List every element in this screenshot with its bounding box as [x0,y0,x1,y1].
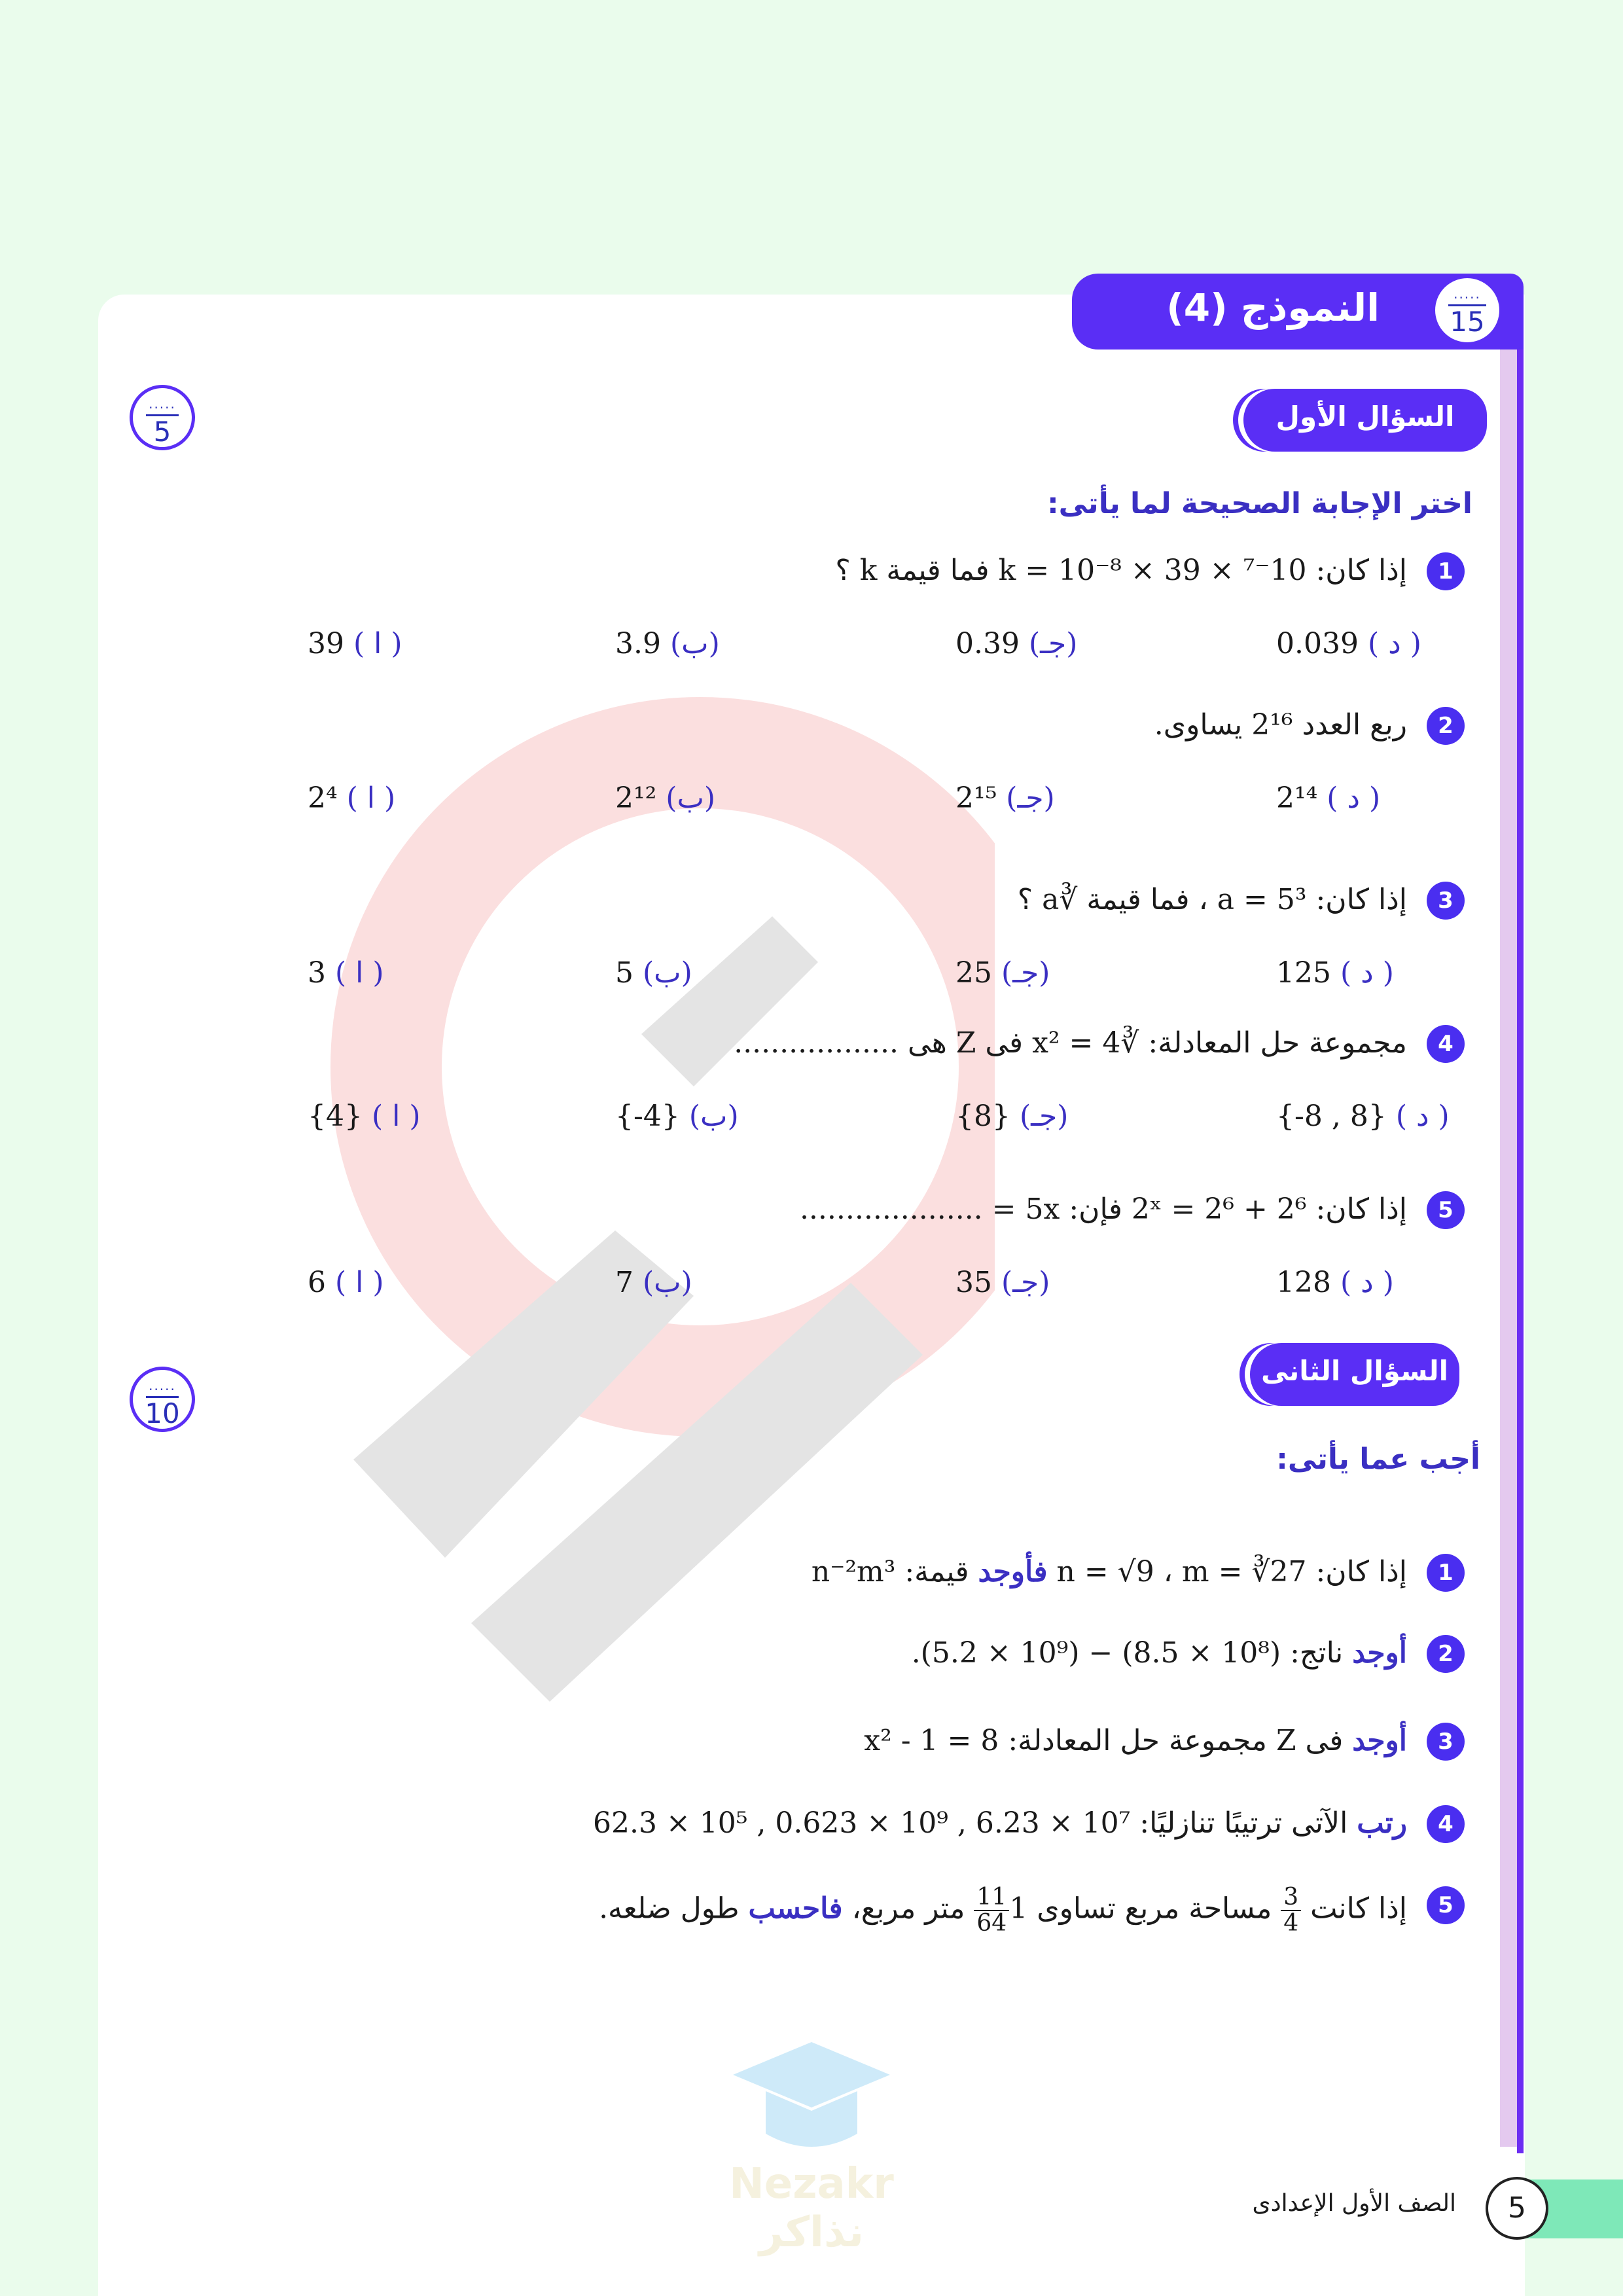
option-value: {8} [955,1100,1010,1133]
answer-option[interactable] [615,954,692,993]
option-letter: (جـ) [1006,781,1055,815]
option-letter: (ب) [643,956,692,990]
option-letter: ( د ) [1340,1266,1394,1299]
answer-option[interactable] [1276,624,1421,664]
text-part: ناتج: (10⁸ × 8.5) − (10⁹ × 5.2). [911,1636,1353,1670]
question-text [864,1721,1407,1761]
score-dots: ..... [1454,286,1481,302]
denominator: 64 [976,1910,1007,1937]
question-text: إذا كان: 10⁻⁷ × k = 10⁻⁸ × 39 فما قيمة k ؟ [835,554,1407,587]
nezakr-logo [674,2029,949,2257]
section2-score: 10 [145,1397,180,1429]
answer-option[interactable] [308,1263,384,1302]
option-letter: (ب) [643,1266,692,1299]
keyword: فاحسب [748,1892,843,1926]
answer-option[interactable] [955,1097,1068,1136]
option-letter: (ب) [669,627,720,660]
score-dots: ..... [149,1378,176,1393]
answer-option[interactable] [308,1097,421,1136]
answer-option[interactable] [955,954,1050,993]
page-number-badge: 5 [1486,2177,1548,2240]
option-letter: ( ا ) [371,1100,421,1133]
option-value: 2¹² [615,781,657,815]
option-value: 128 [1276,1266,1331,1299]
numerator: 3 [1281,1885,1301,1911]
option-value: 39 [308,627,344,660]
option-letter: ( د ) [1340,956,1394,990]
option-value: {-4} [615,1100,680,1133]
model-title: النموذج (4) [1166,285,1380,330]
question-number: 1 [1427,1554,1465,1592]
section1-score: 5 [153,416,171,448]
section2-score-badge [130,1367,195,1432]
text-part: إذا كانت [1301,1892,1407,1926]
keyword: فأوجد [978,1555,1048,1588]
question-text: ربع العدد 2¹⁶ يساوى. [1154,708,1407,742]
option-letter: ( ا ) [335,956,384,990]
option-value: 25 [955,956,992,990]
question-text [812,1552,1407,1592]
answer-option[interactable] [308,624,402,664]
text-part: مساحة مربع تساوى 1 [1009,1892,1281,1926]
option-value: 35 [955,1266,992,1299]
question-number: 4 [1427,1805,1465,1843]
question-number: 5 [1427,1886,1465,1924]
option-value: 2¹⁵ [955,781,997,815]
option-value: {-8 , 8} [1276,1100,1387,1133]
answer-option[interactable] [308,954,384,993]
question-number: 5 [1427,1191,1465,1229]
answer-option[interactable] [955,1263,1050,1302]
option-letter: (جـ) [1019,1100,1069,1133]
option-value: 3 [308,956,326,990]
numerator: 11 [974,1885,1009,1911]
option-value: 125 [1276,956,1331,990]
fraction [1281,1885,1301,1936]
option-value: 3.9 [615,627,661,660]
text-part: قيمة: n⁻²m³ [811,1555,978,1588]
option-letter: ( د ) [1327,781,1381,815]
question-number: 4 [1427,1025,1465,1063]
answer-option[interactable] [1276,954,1394,993]
section2-label: السؤال الثانى [1260,1355,1449,1387]
question-number: 2 [1427,707,1465,745]
option-letter: ( د ) [1395,1100,1450,1133]
text-part: الآتى ترتيبًا تنازليًا: 10⁷ × 6.23 , 10⁹ × 0.623 , 10⁵ × 62.3 [592,1806,1357,1840]
fraction [974,1885,1009,1936]
option-value: 2¹⁴ [1276,781,1318,815]
answer-option[interactable] [955,624,1077,664]
text-part: إذا كان: n = √9 ، m = ∛27 [1047,1555,1407,1588]
section1-score-badge [130,385,195,450]
logo-text: Nezakr نذاكر [729,2160,894,2257]
answer-option[interactable] [615,624,720,664]
question-text: إذا كان: 2ˣ = 2⁶ + 2⁶ فإن: 5x = .................... [799,1193,1407,1226]
option-letter: ( ا ) [346,781,396,815]
question-text [912,1634,1407,1673]
option-letter: (جـ) [1001,1266,1050,1299]
option-value: 2⁴ [308,781,338,815]
option-letter: (ب) [688,1100,739,1133]
question-text [593,1804,1407,1843]
question-text: إذا كان: a = 5³ ، فما قيمة ∛a ؟ [1017,883,1407,916]
option-letter: ( ا ) [353,627,402,660]
option-value: 6 [308,1266,326,1299]
option-value: 0.039 [1276,627,1359,660]
answer-option[interactable] [1276,1263,1394,1302]
option-value: 7 [615,1266,633,1299]
answer-option[interactable] [615,1097,739,1136]
option-letter: (جـ) [1028,627,1078,660]
question-number: 3 [1427,1723,1465,1761]
section1-badge [1243,389,1487,452]
answer-option[interactable] [615,779,715,818]
score-dots: ..... [149,396,176,412]
option-letter: (جـ) [1001,956,1050,990]
keyword: أوجد [1352,1724,1407,1757]
option-value: 5 [615,956,633,990]
question-number: 3 [1427,882,1465,920]
text-part: فى Z مجموعة حل المعادلة: x² - 1 = 8 [864,1724,1353,1757]
question-text [599,1885,1407,1936]
question-number: 1 [1427,552,1465,590]
section1-instruction: اختر الإجابة الصحيحة لما يأتى: [1047,487,1472,520]
text-part: طول ضلعه. [599,1892,749,1926]
option-letter: ( ا ) [335,1266,384,1299]
option-letter: ( د ) [1367,627,1421,660]
keyword: أوجد [1352,1636,1407,1670]
answer-option[interactable] [308,779,395,818]
option-value: {4} [308,1100,363,1133]
option-value: 0.39 [955,627,1020,660]
question-number: 2 [1427,1635,1465,1673]
section2-badge [1250,1343,1459,1406]
keyword: رتب [1357,1806,1407,1840]
answer-option[interactable] [955,779,1055,818]
question-text: مجموعة حل المعادلة: ∛x² = 4 فى Z هى .................. [734,1026,1407,1060]
total-score: 15 [1450,306,1485,338]
side-stripe-dark [1517,308,1524,2153]
section1-label: السؤال الأول [1275,401,1455,433]
text-part: متر مربع، [842,1892,974,1926]
denominator: 4 [1283,1910,1299,1937]
answer-option[interactable] [1276,779,1380,818]
option-letter: (ب) [666,781,716,815]
answer-option[interactable] [615,1263,692,1302]
grade-label: الصف الأول الإعدادى [1252,2190,1456,2217]
section2-instruction: أجب عما يأتى: [1276,1443,1480,1476]
answer-option[interactable] [1276,1097,1450,1136]
total-score-badge [1432,275,1503,346]
